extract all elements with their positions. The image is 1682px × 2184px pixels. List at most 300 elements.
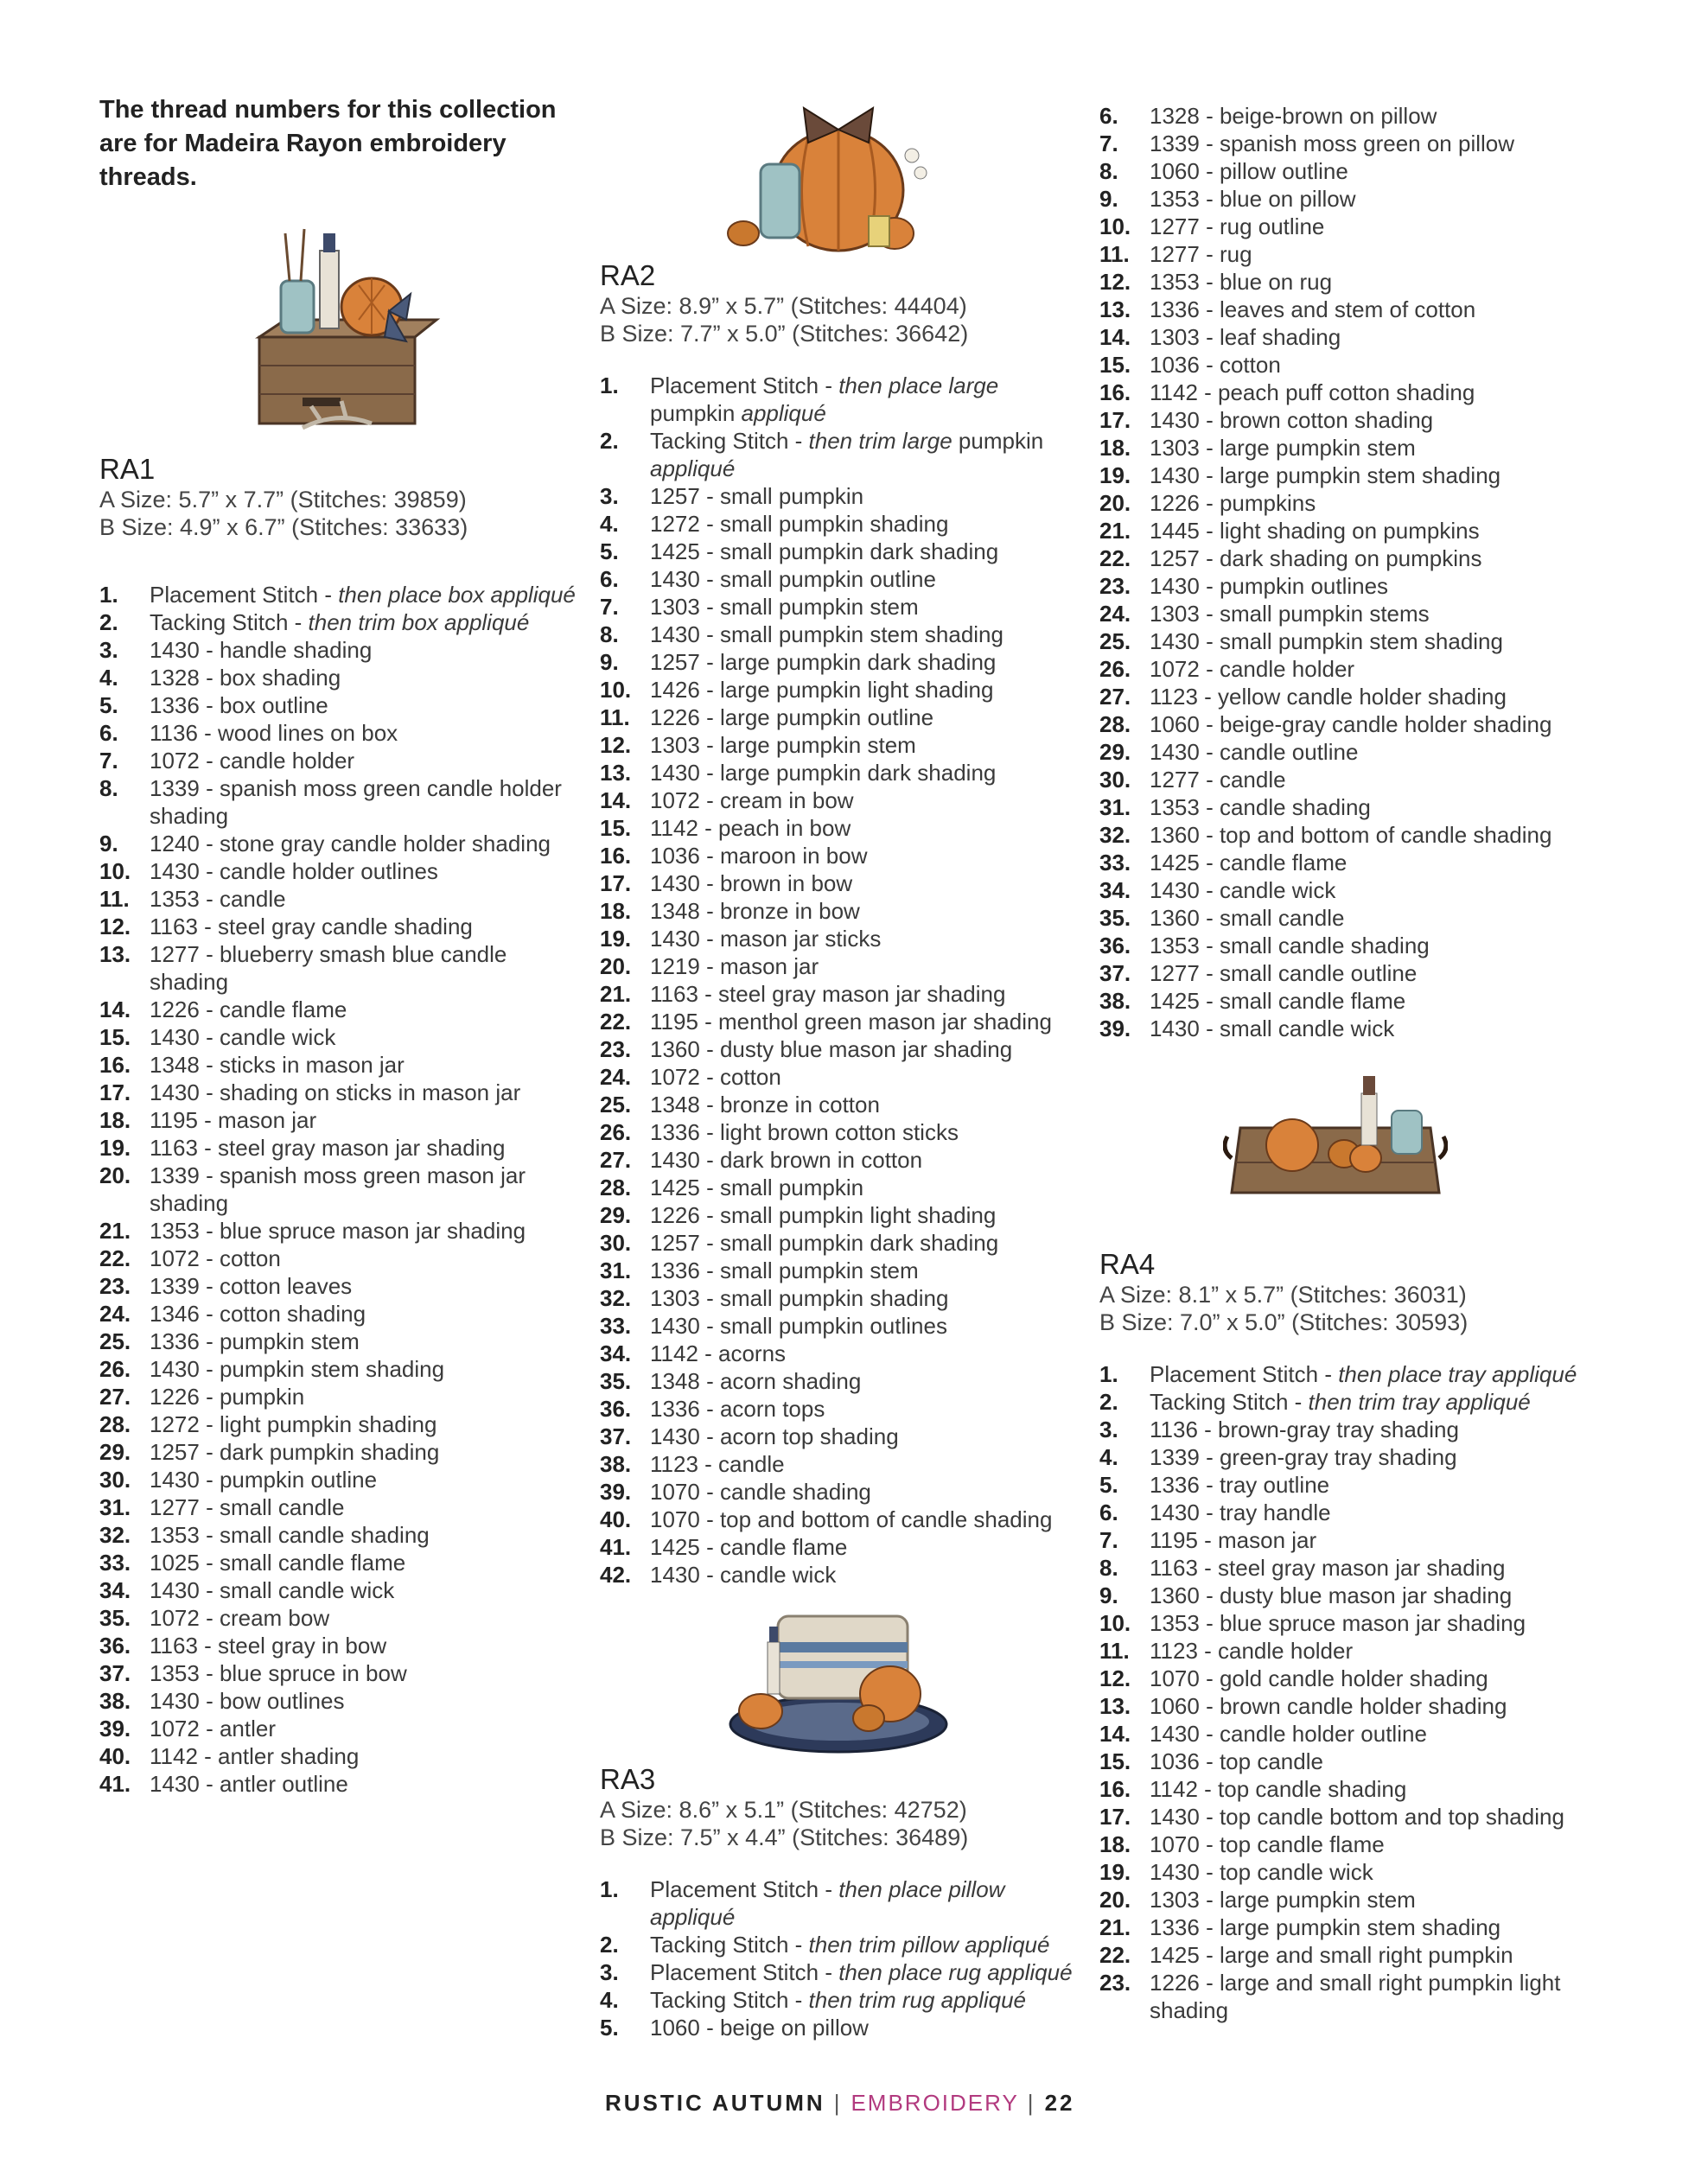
item-text: Tacking Stitch - (650, 1987, 809, 2013)
thread-list-item (99, 1715, 583, 1742)
item-text: 1070 - candle shading (650, 1479, 871, 1505)
item-text: 1072 - antler (150, 1716, 276, 1741)
ra4-title: RA4 (1099, 1248, 1156, 1280)
item-number: 9. (1099, 1582, 1118, 1608)
item-number: 37. (600, 1423, 632, 1449)
item-number: 30. (600, 1230, 632, 1256)
item-number: 19. (1099, 1859, 1131, 1885)
item-text: 1163 - steel gray mason jar shading (650, 981, 1006, 1007)
item-number: 22. (1099, 545, 1131, 571)
thread-list-item (600, 842, 1084, 869)
item-text: 1142 - top candle shading (1150, 1776, 1407, 1802)
item-number: 3. (600, 483, 619, 509)
item-text: 1353 - blue on pillow (1150, 186, 1356, 212)
item-number: 27. (99, 1384, 131, 1410)
item-number: 33. (600, 1313, 632, 1339)
thread-list-item (99, 1023, 583, 1051)
ra3-thread-list-continued (1099, 102, 1635, 1042)
item-text: 1142 - antler shading (150, 1743, 360, 1769)
thread-list-item (600, 1367, 1084, 1395)
thread-list-item (1099, 904, 1635, 932)
thread-list-item (1099, 1360, 1635, 1388)
item-number: 28. (99, 1411, 131, 1437)
item-instruction: appliqué (741, 400, 826, 426)
item-text: 1142 - acorns (650, 1340, 787, 1366)
thread-list-item (600, 869, 1084, 897)
item-number: 11. (99, 886, 130, 912)
item-text: 1430 - candle holder outlines (150, 858, 438, 884)
ra2-size-b: B Size: 7.7” x 5.0” (Stitches: 36642) (600, 321, 969, 347)
thread-list-item (1099, 1609, 1635, 1637)
thread-list-item (600, 952, 1084, 980)
item-text: 1353 - blue spruce mason jar shading (150, 1218, 526, 1244)
item-text: 1360 - dusty blue mason jar shading (650, 1036, 1013, 1062)
item-text: 1353 - small candle shading (150, 1522, 430, 1548)
thread-list-item (99, 774, 583, 830)
thread-list-item (600, 510, 1084, 538)
item-number: 29. (600, 1202, 632, 1228)
item-number: 11. (1099, 1638, 1130, 1664)
thread-list-item (600, 1986, 1084, 2014)
item-number: 25. (99, 1328, 131, 1354)
item-number: 34. (600, 1340, 632, 1366)
item-text: 1430 - candle outline (1150, 739, 1359, 765)
thread-list-item (99, 1604, 583, 1632)
item-number: 18. (600, 898, 632, 924)
thread-list-item (99, 857, 583, 885)
item-number: 5. (600, 538, 619, 564)
thread-list-item (600, 1506, 1084, 1533)
item-number: 15. (600, 815, 632, 841)
item-text: 1072 - cotton (650, 1064, 781, 1090)
item-number: 9. (99, 831, 118, 856)
item-number: 10. (1099, 213, 1131, 239)
thread-list-item (600, 372, 1084, 427)
item-text: 1430 - pumpkin outline (150, 1467, 378, 1493)
item-number: 7. (99, 748, 118, 774)
item-number: 33. (1099, 850, 1131, 876)
item-number: 3. (600, 1959, 619, 1985)
item-number: 19. (99, 1135, 131, 1161)
item-text: 1353 - candle (150, 886, 286, 912)
item-text: 1226 - pumpkin (150, 1384, 305, 1410)
item-instruction: then place large (838, 372, 999, 398)
item-number: 25. (1099, 628, 1131, 654)
item-text: 1430 - candle wick (150, 1024, 336, 1050)
item-text: Tacking Stitch - (1150, 1389, 1309, 1415)
item-text: 1339 - spanish moss green candle holder shading (150, 775, 562, 829)
item-number: 10. (600, 677, 632, 703)
thread-list-item (1099, 1665, 1635, 1692)
item-text: 1430 - brown in bow (650, 870, 853, 896)
thread-list-item (1099, 738, 1635, 766)
thread-list-item (1099, 323, 1635, 351)
item-text: 1277 - small candle outline (1150, 960, 1418, 986)
item-number: 13. (99, 941, 131, 967)
ra4-size-a: A Size: 8.1” x 5.7” (Stitches: 36031) (1099, 1282, 1467, 1308)
thread-list-item (1099, 710, 1635, 738)
item-text: 1336 - large pumpkin stem shading (1150, 1914, 1501, 1940)
thread-list-item (1099, 1526, 1635, 1554)
item-text: 1277 - small candle (150, 1494, 345, 1520)
thread-list-item (1099, 1015, 1635, 1042)
thread-list-item (600, 1533, 1084, 1561)
item-text: 1226 - candle flame (150, 996, 347, 1022)
thread-list-item (99, 1659, 583, 1687)
footer-separator: | (833, 2090, 843, 2116)
ra4-size-b: B Size: 7.0” x 5.0” (Stitches: 30593) (1099, 1309, 1469, 1335)
item-instruction: then place tray appliqué (1338, 1361, 1577, 1387)
thread-list-item (600, 1035, 1084, 1063)
item-text: 1339 - spanish moss green on pillow (1150, 131, 1515, 156)
item-text: 1195 - menthol green mason jar shading (650, 1009, 1052, 1035)
item-number: 32. (99, 1522, 131, 1548)
item-text: 1025 - small candle flame (150, 1550, 406, 1576)
item-text: 1303 - small pumpkin stem (650, 594, 919, 620)
item-text: 1303 - leaf shading (1150, 324, 1341, 350)
item-text: 1240 - stone gray candle holder shading (150, 831, 551, 856)
item-text: 1336 - box outline (150, 692, 328, 718)
item-text: 1072 - cream in bow (650, 787, 854, 813)
item-text: 1348 - bronze in bow (650, 898, 860, 924)
item-text: 1339 - spanish moss green mason jar shading (150, 1162, 526, 1216)
item-number: 11. (600, 704, 630, 730)
item-text: 1360 - top and bottom of candle shading (1150, 822, 1552, 848)
thread-list-item (99, 1742, 583, 1770)
item-number: 11. (1099, 241, 1130, 267)
thread-list-item (600, 1423, 1084, 1450)
item-text: 1272 - small pumpkin shading (650, 511, 949, 537)
thread-list-item (600, 1118, 1084, 1146)
item-text: 1226 - large pumpkin outline (650, 704, 934, 730)
item-instruction: then place rug appliqué (838, 1959, 1073, 1985)
item-text: 1336 - leaves and stem of cotton (1150, 296, 1476, 322)
item-number: 4. (600, 1987, 619, 2013)
item-number: 21. (600, 981, 632, 1007)
thread-list-item (600, 565, 1084, 593)
item-number: 37. (99, 1660, 131, 1686)
thread-list-item (1099, 157, 1635, 185)
thread-list-item (99, 1493, 583, 1521)
page-number: 22 (1044, 2090, 1075, 2116)
thread-list-item (600, 1257, 1084, 1284)
item-text: Tacking Stitch - (650, 428, 809, 454)
thread-list-item (1099, 932, 1635, 959)
item-number: 6. (1099, 103, 1118, 129)
item-text: 1425 - candle flame (1150, 850, 1348, 876)
thread-list-item (99, 664, 583, 691)
item-text: 1360 - small candle (1150, 905, 1345, 931)
thread-list-item (600, 1958, 1084, 1986)
item-number: 29. (1099, 739, 1131, 765)
thread-list-item (99, 1466, 583, 1493)
item-number: 9. (600, 649, 619, 675)
item-number: 14. (1099, 1721, 1131, 1747)
item-text: 1303 - small pumpkin stems (1150, 601, 1430, 627)
thread-list-item (600, 538, 1084, 565)
item-text: 1303 - large pumpkin stem (1150, 435, 1416, 461)
thread-list-item (600, 1146, 1084, 1174)
item-number: 34. (1099, 877, 1131, 903)
item-text: 1425 - small candle flame (1150, 988, 1406, 1014)
item-text: 1219 - mason jar (650, 953, 819, 979)
thread-list-item (1099, 1720, 1635, 1748)
item-text: 1036 - cotton (1150, 352, 1281, 378)
thread-list-item (600, 704, 1084, 731)
ra1-size-b: B Size: 4.9” x 6.7” (Stitches: 33633) (99, 514, 468, 540)
item-number: 15. (1099, 352, 1131, 378)
item-number: 14. (1099, 324, 1131, 350)
thread-list-item (600, 676, 1084, 704)
item-number: 14. (99, 996, 131, 1022)
item-number: 37. (1099, 960, 1131, 986)
thread-list-item (99, 885, 583, 913)
item-text: 1430 - candle wick (650, 1562, 837, 1588)
item-number: 35. (99, 1605, 131, 1631)
thread-list-item (1099, 1803, 1635, 1831)
ra2-thread-list (600, 372, 1084, 1589)
item-text: 1060 - brown candle holder shading (1150, 1693, 1507, 1719)
item-text: 1060 - beige-gray candle holder shading (1150, 711, 1552, 737)
item-text: 1336 - pumpkin stem (150, 1328, 360, 1354)
item-text: 1430 - candle holder outline (1150, 1721, 1427, 1747)
item-number: 6. (600, 566, 619, 592)
item-instruction: then place pillow appliqué (650, 1876, 1005, 1930)
item-text: 1430 - pumpkin outlines (1150, 573, 1389, 599)
thread-list-item (1099, 793, 1635, 821)
thread-list-item (600, 1340, 1084, 1367)
item-text: 1036 - maroon in bow (650, 843, 868, 869)
item-text: 1277 - rug outline (1150, 213, 1325, 239)
thread-list-item (1099, 849, 1635, 876)
item-text: 1303 - large pumpkin stem (650, 732, 916, 758)
ra1-title: RA1 (99, 453, 156, 485)
item-number: 20. (600, 953, 632, 979)
item-number: 2. (1099, 1389, 1118, 1415)
item-number: 14. (600, 787, 632, 813)
thread-list-item (600, 759, 1084, 786)
thread-list-item (600, 1478, 1084, 1506)
item-number: 17. (1099, 407, 1131, 433)
item-number: 8. (99, 775, 118, 801)
item-number: 22. (600, 1009, 632, 1035)
item-text: 1060 - pillow outline (1150, 158, 1348, 184)
thread-list-item (99, 1576, 583, 1604)
item-text: 1072 - cream bow (150, 1605, 330, 1631)
thread-list-item (1099, 351, 1635, 379)
thread-list-item (1099, 240, 1635, 268)
thread-list-item (1099, 544, 1635, 572)
thread-list-item (99, 1051, 583, 1079)
thread-list-item (600, 897, 1084, 925)
item-number: 15. (99, 1024, 131, 1050)
thread-list-item (99, 1355, 583, 1383)
item-text: 1070 - top candle flame (1150, 1831, 1385, 1857)
item-number: 10. (99, 858, 131, 884)
ra1-illustration (251, 225, 441, 441)
item-number: 9. (1099, 186, 1118, 212)
item-number: 28. (600, 1175, 632, 1200)
item-text: 1353 - blue on rug (1150, 269, 1333, 295)
thread-list-item (600, 1229, 1084, 1257)
ra2-size-a: A Size: 8.9” x 5.7” (Stitches: 44404) (600, 293, 967, 319)
item-number: 23. (600, 1036, 632, 1062)
item-text: 1430 - small candle wick (1150, 1016, 1395, 1041)
thread-list-item (1099, 1637, 1635, 1665)
item-number: 21. (1099, 1914, 1131, 1940)
item-text: 1353 - candle shading (1150, 794, 1371, 820)
item-text: 1430 - pumpkin stem shading (150, 1356, 445, 1382)
thread-list-item (1099, 1913, 1635, 1941)
item-number: 36. (1099, 933, 1131, 958)
intro-text: The thread numbers for this collection are for Madeira Rayon embroidery threads. (99, 96, 557, 191)
item-text: 1136 - wood lines on box (150, 720, 398, 746)
thread-list-item (99, 830, 583, 857)
item-number: 15. (1099, 1748, 1131, 1774)
item-text: 1336 - acorn tops (650, 1396, 825, 1422)
item-instruction: then trim box appliqué (308, 609, 530, 635)
item-text: 1195 - mason jar (150, 1107, 317, 1133)
item-number: 5. (600, 2015, 619, 2041)
item-number: 34. (99, 1577, 131, 1603)
item-instruction: then trim large (808, 428, 952, 454)
item-text: 1425 - small pumpkin (650, 1175, 864, 1200)
footer-separator-2: | (1027, 2090, 1036, 2116)
thread-list-item (99, 1521, 583, 1549)
thread-list-item (1099, 766, 1635, 793)
item-number: 29. (99, 1439, 131, 1465)
item-number: 12. (1099, 269, 1131, 295)
item-number: 12. (99, 914, 131, 939)
item-number: 27. (1099, 684, 1131, 710)
item-text: Tacking Stitch - (150, 609, 309, 635)
item-text: 1430 - handle shading (150, 637, 373, 663)
item-instruction: then place box appliqué (338, 582, 576, 608)
item-text: 1353 - blue spruce mason jar shading (1150, 1610, 1526, 1636)
item-number: 33. (99, 1550, 131, 1576)
item-text: 1430 - acorn top shading (650, 1423, 899, 1449)
item-number: 10. (1099, 1610, 1131, 1636)
thread-list-item (1099, 959, 1635, 987)
thread-list-item (1099, 1388, 1635, 1416)
item-text: 1070 - gold candle holder shading (1150, 1665, 1488, 1691)
item-text: 1257 - small pumpkin (650, 483, 864, 509)
item-number: 26. (1099, 656, 1131, 682)
thread-list-item (99, 1217, 583, 1245)
item-number: 12. (1099, 1665, 1131, 1691)
item-text: 1060 - beige on pillow (650, 2015, 869, 2041)
thread-list-item (99, 913, 583, 940)
thread-list-item (1099, 1748, 1635, 1775)
item-text: 1277 - rug (1150, 241, 1252, 267)
item-number: 23. (1099, 1970, 1131, 1996)
item-number: 40. (600, 1506, 632, 1532)
item-number: 23. (1099, 573, 1131, 599)
thread-list-item (99, 1134, 583, 1162)
thread-list-item (99, 1687, 583, 1715)
thread-list-item (600, 925, 1084, 952)
item-number: 2. (99, 609, 118, 635)
thread-list-item (600, 1008, 1084, 1035)
thread-list-item (1099, 296, 1635, 323)
item-text: 1430 - mason jar sticks (650, 926, 882, 952)
item-text: 1430 - small pumpkin outlines (650, 1313, 947, 1339)
thread-list-item (99, 1438, 583, 1466)
thread-list-item (1099, 683, 1635, 710)
item-text: pumpkin (650, 400, 742, 426)
item-number: 20. (99, 1162, 131, 1188)
item-instruction: then trim rug appliqué (808, 1987, 1026, 2013)
item-number: 5. (1099, 1472, 1118, 1498)
item-text: 1277 - blueberry smash blue candle shading (150, 941, 507, 995)
item-number: 3. (1099, 1417, 1118, 1442)
item-number: 20. (1099, 490, 1131, 516)
thread-list-item (1099, 213, 1635, 240)
thread-list-item (600, 621, 1084, 648)
item-text: 1425 - large and small right pumpkin (1150, 1942, 1513, 1968)
item-text: 1348 - acorn shading (650, 1368, 862, 1394)
item-text: 1430 - brown cotton shading (1150, 407, 1434, 433)
item-number: 13. (600, 760, 632, 786)
thread-list-item (99, 1106, 583, 1134)
item-number: 4. (99, 665, 118, 691)
item-number: 17. (1099, 1804, 1131, 1830)
thread-list-item (99, 1272, 583, 1300)
item-text: 1348 - bronze in cotton (650, 1092, 880, 1117)
item-text: 1072 - cotton (150, 1245, 281, 1271)
thread-list-item (600, 648, 1084, 676)
thread-list-item (1099, 1858, 1635, 1886)
item-text: 1328 - box shading (150, 665, 341, 691)
thread-list-item (1099, 572, 1635, 600)
item-instruction: then trim pillow appliqué (808, 1932, 1050, 1958)
item-text: 1360 - dusty blue mason jar shading (1150, 1582, 1513, 1608)
item-text: 1339 - cotton leaves (150, 1273, 353, 1299)
item-number: 6. (99, 720, 118, 746)
item-text: 1257 - small pumpkin dark shading (650, 1230, 999, 1256)
item-text: 1426 - large pumpkin light shading (650, 677, 994, 703)
item-number: 35. (1099, 905, 1131, 931)
item-number: 18. (1099, 1831, 1131, 1857)
item-text: 1136 - brown-gray tray shading (1150, 1417, 1459, 1442)
thread-list-item (99, 691, 583, 719)
item-number: 25. (600, 1092, 632, 1117)
thread-list-item (1099, 1941, 1635, 1969)
ra3-illustration (726, 1608, 951, 1754)
thread-list-item (99, 608, 583, 636)
ra3-thread-list (600, 1875, 1084, 2041)
thread-list-item (1099, 876, 1635, 904)
ra3-size-b: B Size: 7.5” x 4.4” (Stitches: 36489) (600, 1824, 969, 1850)
item-number: 21. (1099, 518, 1131, 544)
thread-list-item (1099, 102, 1635, 130)
item-text: 1430 - candle wick (1150, 877, 1336, 903)
item-number: 7. (1099, 131, 1118, 156)
item-text: 1430 - small pumpkin stem shading (650, 621, 1003, 647)
item-text: 1163 - steel gray mason jar shading (1150, 1555, 1506, 1581)
item-text: 1430 - antler outline (150, 1771, 348, 1797)
item-text: 1226 - small pumpkin light shading (650, 1202, 997, 1228)
item-number: 22. (99, 1245, 131, 1271)
item-number: 39. (1099, 1016, 1131, 1041)
item-number: 8. (1099, 158, 1118, 184)
thread-list-item (600, 2014, 1084, 2041)
item-text: 1226 - large and small right pumpkin light shading (1150, 1970, 1561, 2023)
thread-list-item (1099, 987, 1635, 1015)
item-text: 1195 - mason jar (1150, 1527, 1317, 1553)
thread-list-item (99, 1162, 583, 1217)
item-number: 7. (1099, 1527, 1118, 1553)
